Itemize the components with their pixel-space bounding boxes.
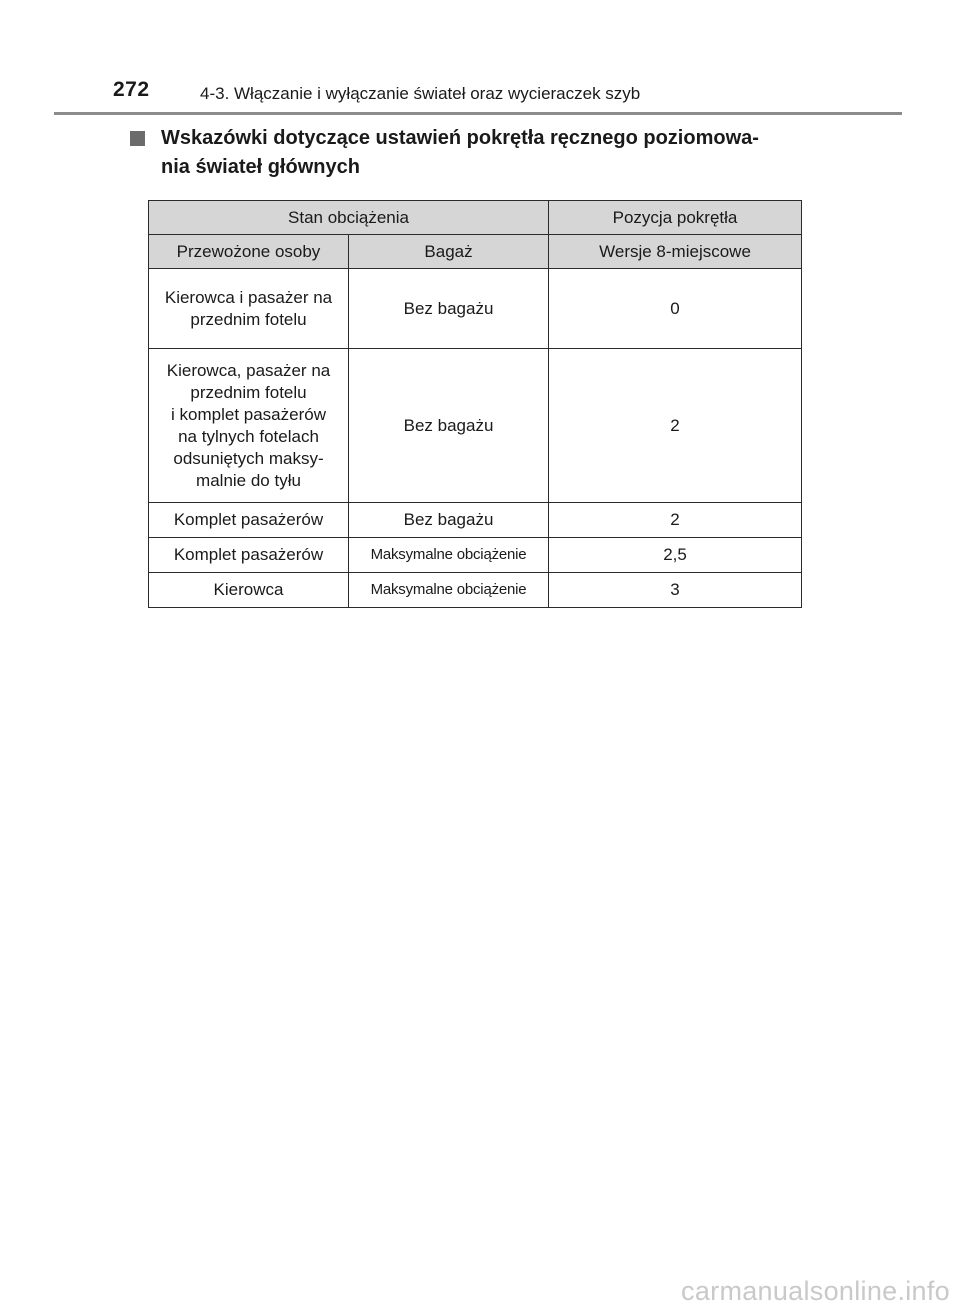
table-row xyxy=(149,503,802,538)
cell-luggage: Bez bagażu xyxy=(349,269,549,349)
cell-text-line: Kierowca i pasażer na xyxy=(164,287,333,307)
cell-text-line: i komplet pasażerów xyxy=(171,404,326,424)
table-row xyxy=(149,538,802,573)
cell-text-line: Kierowca xyxy=(213,580,284,599)
cell-position: 2 xyxy=(549,349,802,503)
cell-occupants xyxy=(149,269,349,349)
header-occupants: Przewożone osoby xyxy=(149,235,349,269)
column-header-row xyxy=(149,235,802,269)
section-heading-line-2: nia świateł głównych xyxy=(161,156,360,178)
cell-text-line: Kierowca, pasażer na xyxy=(166,360,331,380)
cell-text-line: przednim fotelu xyxy=(190,382,307,402)
cell-luggage: Bez bagażu xyxy=(349,503,549,538)
cell-occupants xyxy=(149,503,349,538)
table-row xyxy=(149,573,802,608)
section-heading-line-1: Wskazówki dotyczące ustawień pokrętła ręcznego poziomowa- xyxy=(161,127,759,149)
running-header: 4-3. Włączanie i wyłączanie świateł oraz wycieraczek szyb xyxy=(200,84,641,103)
watermark: carmanualsonline.info xyxy=(681,1276,950,1306)
header-luggage: Bagaż xyxy=(349,235,549,269)
table-row xyxy=(149,349,802,503)
cell-luggage: Bez bagażu xyxy=(349,349,549,503)
cell-luggage: Maksymalne obciążenie xyxy=(349,573,549,608)
cell-position: 2 xyxy=(549,503,802,538)
section-heading xyxy=(130,124,850,182)
cell-occupants xyxy=(149,349,349,503)
cell-text-line: Komplet pasażerów xyxy=(173,545,324,564)
headlight-leveling-table xyxy=(148,200,802,608)
cell-occupants xyxy=(149,538,349,573)
square-bullet-icon xyxy=(130,131,145,146)
cell-text-line: odsuniętych maksy- xyxy=(173,448,324,468)
header-load-state: Stan obciążenia xyxy=(149,201,549,235)
cell-text-line: na tylnych fotelach xyxy=(178,426,319,446)
cell-position: 3 xyxy=(549,573,802,608)
header-version: Wersje 8-miejscowe xyxy=(549,235,802,269)
group-header-row xyxy=(149,201,802,235)
cell-position: 2,5 xyxy=(549,538,802,573)
cell-position: 0 xyxy=(549,269,802,349)
cell-luggage: Maksymalne obciążenie xyxy=(349,538,549,573)
page-number: 272 xyxy=(113,78,150,101)
cell-text-line: malnie do tyłu xyxy=(196,470,301,490)
cell-text-line: przednim fotelu xyxy=(190,309,307,329)
header-rule xyxy=(54,112,902,115)
cell-occupants xyxy=(149,573,349,608)
header-dial-position: Pozycja pokrętła xyxy=(549,201,802,235)
cell-text-line: Komplet pasażerów xyxy=(173,510,324,529)
table-row xyxy=(149,269,802,349)
